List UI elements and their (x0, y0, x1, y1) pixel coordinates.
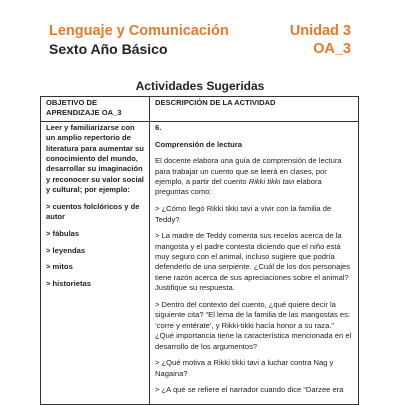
objective-column-header: OBJETIVO DE APRENDIZAJE OA_3 (41, 97, 150, 122)
activity-question: > Dentro del contexto del cuento, ¿qué quiere decir la siguiente cita? “El lema de la familia de las mangostas es: ‘corre y entérate’, y Rikki-tikki hacía honor a su raza.” ¿Qué importancia tiene la característica mencionada en el desarrollo de los argumentos? (155, 299, 352, 351)
oa-code-label: OA_3 (313, 41, 351, 57)
objective-block (46, 123, 145, 290)
unit-label: Unidad 3 (289, 23, 351, 39)
grade-label: Sexto Año Básico (49, 41, 168, 57)
objective-item: > leyendas (46, 245, 86, 255)
objective-intro: Leer y familiarizarse con un amplio repertorio de literatura para aumentar su conocimiento del mundo, desarrollar su imaginación y reconocer su valor social y cultural; por ejemplo: (46, 122, 144, 195)
subject-title: Lenguaje y Comunicación (49, 23, 229, 39)
description-column-header: DESCRIPCIÓN DE LA ACTIVIDAD (150, 97, 359, 122)
objective-item: > fábulas (46, 229, 80, 239)
activity-subtitle: Comprensión de lectura (155, 139, 242, 149)
objective-item: > historietas (46, 279, 91, 289)
activity-question: > La madre de Teddy comenta sus recelos acerca de la mangosta y el padre contesta diciendo que el niño está muy seguro con el animal, incluso sugiere que podría defenderlo de una serpiente. ¿Cuál de los dos personajes tiene razón acerca de sus apreciaciones sobre el animal? Justifique su respuesta. (155, 231, 351, 293)
activity-intro-before: El docente elabora una guía de comprensión de lectura para trabajar un cuento que se leerá en clases, por ejemplo, a partir del cuento (155, 156, 342, 187)
objective-cell (41, 121, 150, 404)
activity-intro (155, 156, 354, 198)
activity-intro-after: elabora preguntas como: (155, 177, 322, 197)
objective-item: > cuentos folclóricos y de autor (46, 201, 140, 222)
activity-block (155, 123, 354, 396)
story-title: Rikki tikki tavi (248, 177, 295, 187)
activity-question: > ¿Qué motiva a Rikki tikki tavi a luchar contra Nag y Nagaina? (155, 358, 334, 378)
activities-table (40, 96, 359, 405)
section-title: Actividades Sugeridas (135, 79, 265, 93)
header-left (49, 22, 229, 58)
activity-question: > ¿A qué se refiere el narrador cuando dice “Darzee era (155, 385, 344, 395)
activity-cell (150, 121, 359, 404)
activity-number: 6. (155, 122, 162, 132)
table-row (41, 121, 359, 404)
table-header-row (41, 97, 359, 122)
header-right (290, 22, 351, 58)
objective-item: > mitos (46, 262, 73, 272)
activity-question: > ¿Cómo llegó Rikki tikki tavi a vivir con la familia de Teddy? (155, 204, 332, 224)
